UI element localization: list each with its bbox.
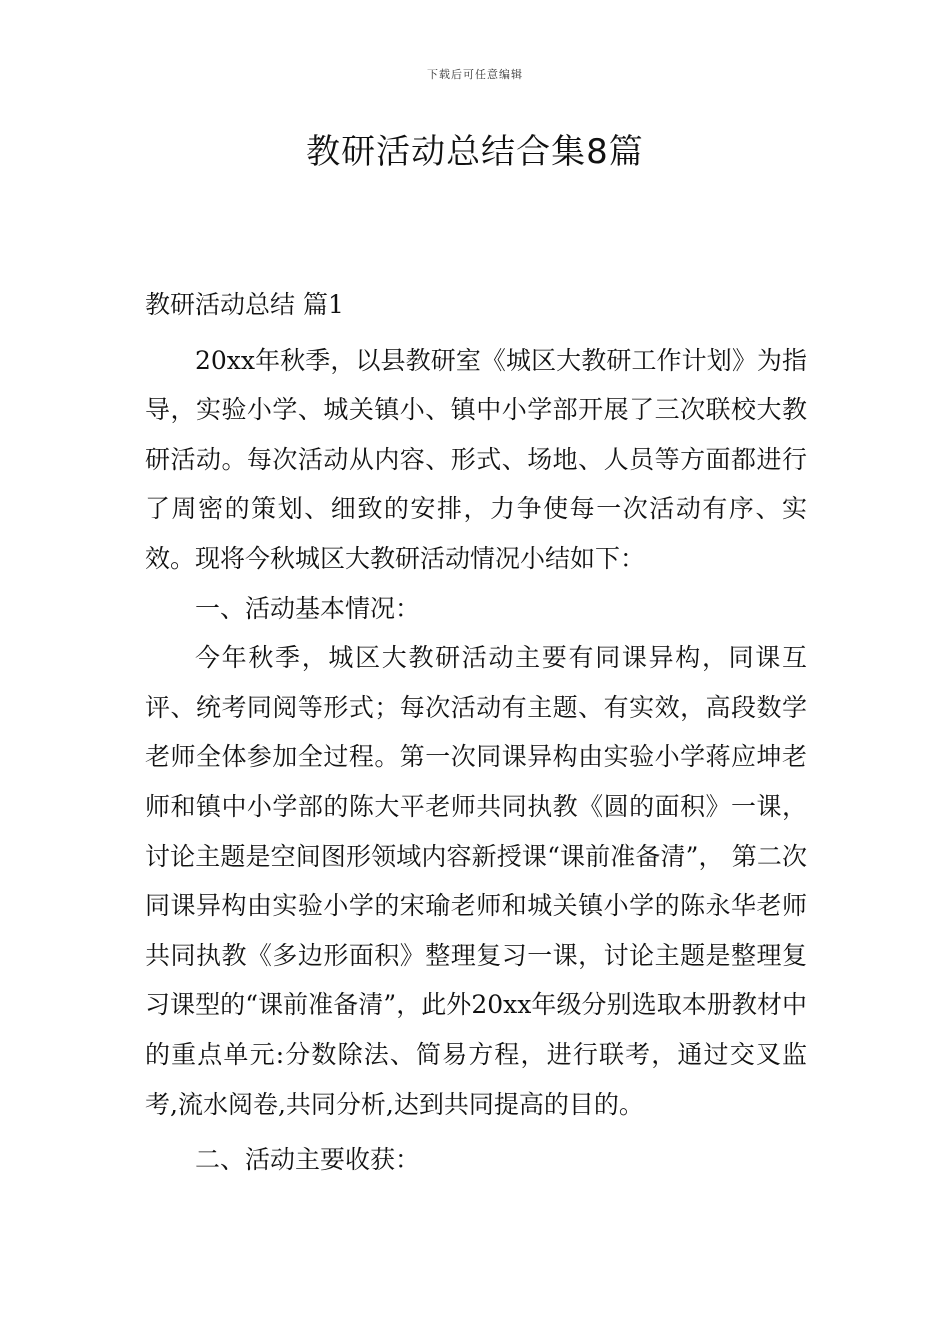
- subheading-main-gains: 二、活动主要收获：: [195, 1145, 421, 1175]
- header-note: 下载后可任意编辑: [427, 68, 523, 81]
- document-body: [145, 280, 807, 1185]
- section-heading: 教研活动总结 篇1: [145, 290, 344, 319]
- paragraph-intro: 20xx年秋季，以县教研室《城区大教研工作计划》为指导，实验小学、城关镇小、镇中小学部开展了三次联校大教研活动。每次活动从内容、形式、场地、人员等方面都进行了周密的策划、细致的安排，力争使每一次活动有序、实效。现将今秋城区大教研活动情况小结如下：: [145, 345, 807, 573]
- document-title: 教研活动总结合集8篇: [306, 132, 644, 172]
- subheading-basic-situation: 一、活动基本情况：: [195, 593, 421, 623]
- paragraph-activities: 今年秋季，城区大教研活动主要有同课异构，同课互评、统考同阅等形式；每次活动有主题、有实效，高段数学老师全体参加全过程。第一次同课异构由实验小学蒋应坤老师和镇中小学部的陈大平老师共同执教《圆的面积》一课，讨论主题是空间图形领域内容新授课“课前准备清”， 第二次同课异构由实验小学的宋瑜老师和城关镇小学的陈永华老师共同执教《多边形面积》整理复习一课，讨论主题是整理复习课型的“课前准备清”，此外20xx年级分别选取本册教材中的重点单元:分数除法、简易方程，进行联考，通过交叉监考,流水阅卷,共同分析,达到共同提高的目的。: [145, 643, 807, 1119]
